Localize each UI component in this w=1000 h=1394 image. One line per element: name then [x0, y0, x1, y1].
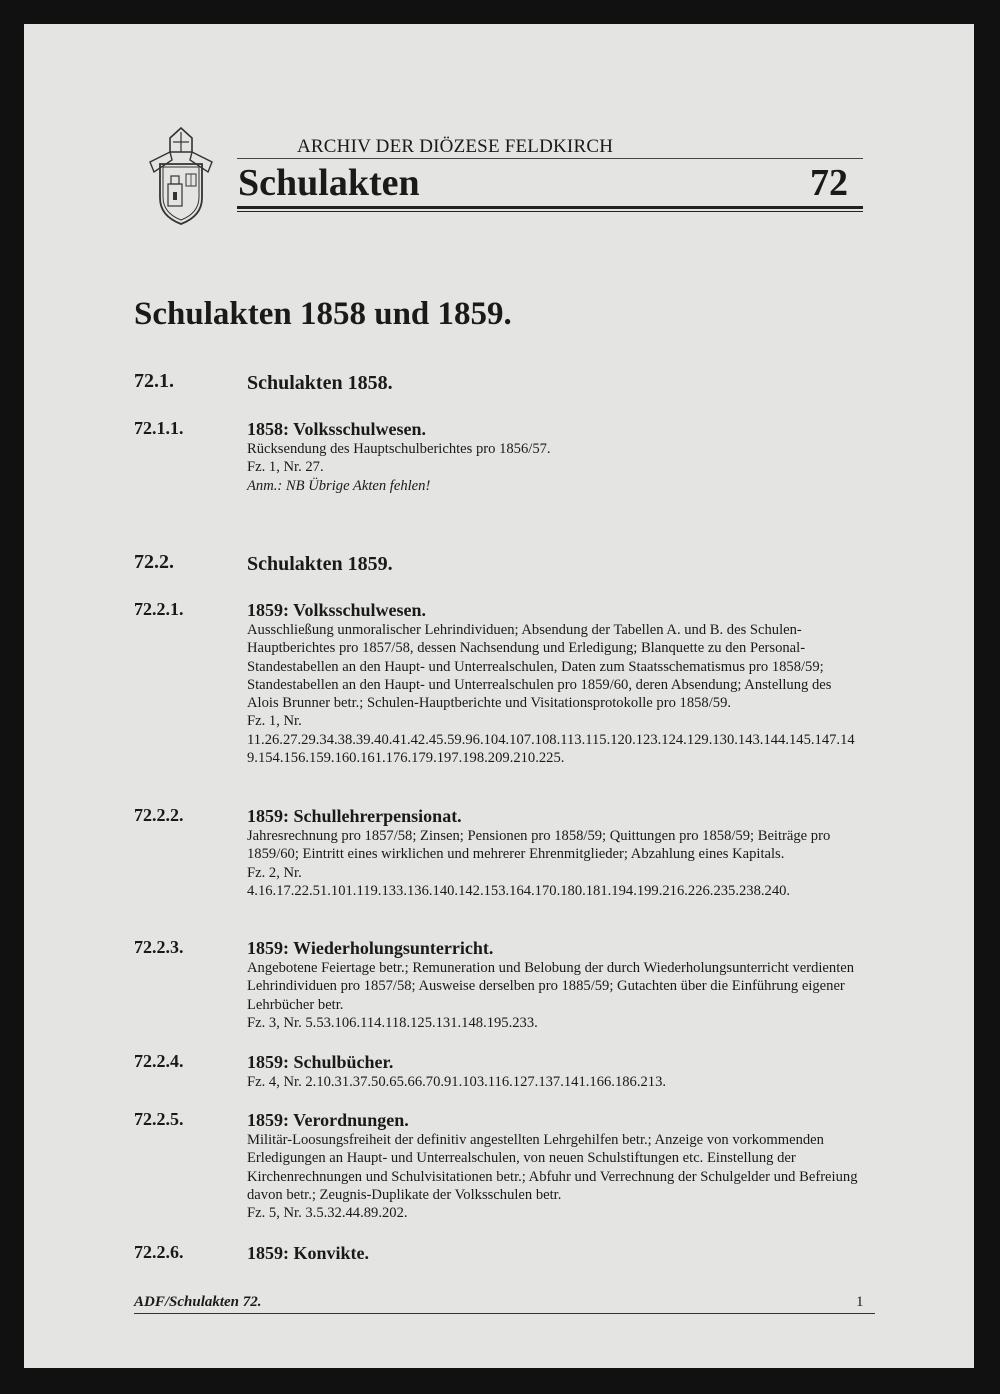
section-reference: Fz. 4, Nr. 2.10.31.37.50.65.66.70.91.103.116.127.137.141.166.186.213.: [247, 1074, 667, 1090]
section-number: 72.2.5.: [134, 1109, 184, 1129]
section-heading: 1858: Volksschulwesen.: [247, 419, 427, 439]
section-reference: Fz. 5, Nr. 3.5.32.44.89.202.: [247, 1205, 408, 1222]
section-number: 72.2.: [134, 551, 174, 573]
section-description: Ausschließung unmoralischer Lehrindividuen; Absendung der Tabellen A. und B. des Schulen-Hauptberichtes pro 1857/58, dessen Nachsendung und Erledigung; Blanquette zu den Personal-Standestabellen an den Haupt- und Unterrealschulen, Daten zum Staatsschematismus pro 1858/59; Standestabellen an den Haupt- und Unterrealschulen pro 1859/60, deren Absendung; Anstellung des Alois Brunner betr.; Schulen-Hauptberichte und Visitationsprotokolle pro 1858/59.: [247, 622, 832, 712]
section-description: Angebotene Feiertage betr.; Remuneration und Belobung der durch Wiederholungsunterricht verdienten Lehrindividuen pro 1857/58; Ausweise derselben pro 1885/59; Gutachten über die Einführung eigener Lehrbücher betr.: [247, 960, 855, 1013]
section-heading: 1859: Konvikte.: [247, 1243, 370, 1263]
section-reference: Fz. 1, Nr. 27.: [247, 459, 324, 476]
section-reference: Fz. 3, Nr. 5.53.106.114.118.125.131.148.195.233.: [247, 1014, 538, 1031]
section-description: Jahresrechnung pro 1857/58; Zinsen; Pensionen pro 1858/59; Quittungen pro 1858/59; Beiträge pro 1859/60; Eintritt eines wirklichen und mehrerer Ehrenmitglieder; Abzahlung eines Kapitals.: [247, 828, 831, 863]
section-number: 72.1.: [134, 370, 174, 392]
section-numbers: 4.16.17.22.51.101.119.133.136.140.142.153.164.170.180.181.194.199.216.226.235.238.240.: [247, 882, 791, 899]
section-heading: 1859: Schullehrerpensionat.: [247, 806, 462, 826]
section-number: 72.2.1.: [134, 599, 184, 619]
section-number: 72.2.4.: [134, 1051, 184, 1071]
header-rule-thick: [237, 206, 863, 209]
section-number: 72.1.1.: [134, 418, 184, 438]
document-title: Schulakten 1858 und 1859.: [134, 296, 512, 332]
archive-name: ARCHIV DER DIÖZESE FELDKIRCH: [297, 136, 614, 157]
header-divider: [237, 158, 863, 159]
section-line: Rücksendung des Hauptschulberichtes pro 1856/57.: [247, 441, 551, 457]
section-heading: 1859: Wiederholungsunterricht.: [247, 938, 494, 958]
diocese-crest-icon: [146, 124, 216, 226]
section-reference: Fz. 2, Nr.: [247, 864, 302, 881]
section-number: 72.2.2.: [134, 805, 184, 825]
document-page: [24, 24, 974, 1368]
page-number: 1: [856, 1294, 864, 1310]
header-rule-thin: [237, 211, 863, 212]
section-note: Anm.: NB Übrige Akten fehlen!: [247, 477, 431, 494]
section-heading: Schulakten 1858.: [247, 372, 393, 394]
section-reference: Fz. 1, Nr.: [247, 713, 302, 730]
section-heading: Schulakten 1859.: [247, 553, 393, 575]
section-heading: 1859: Verordnungen.: [247, 1110, 409, 1130]
section-description: Militär-Loosungsfreiheit der definitiv angestellten Lehrgehilfen betr.; Anzeige von vorkommenden Erledigungen an Haupt- und Unterrealschulen, von neuen Schulstiftungen etc. Einstellung der Kirchenrechnungen und Schulvisitationen betr.; Abfuhr und Verrechnung der Schulgelder und Befreiung davon betr.; Zeugnis-Duplikate der Volksschulen betr.: [247, 1132, 858, 1203]
header-number: 72: [810, 162, 848, 204]
section-number: 72.2.6.: [134, 1242, 184, 1262]
section-heading: 1859: Schulbücher.: [247, 1052, 394, 1072]
section-numbers: 11.26.27.29.34.38.39.40.41.42.45.59.96.104.107.108.113.115.120.123.124.129.130.143.144.145.147.149.154.156.159.160.161.176.179.197.198.209.210.225.: [247, 731, 855, 767]
section-number: 72.2.3.: [134, 937, 184, 957]
footer-rule: [134, 1313, 875, 1314]
header-title: Schulakten: [238, 162, 420, 204]
section-heading: 1859: Volksschulwesen.: [247, 600, 427, 620]
footer-reference: ADF/Schulakten 72.: [134, 1294, 262, 1310]
